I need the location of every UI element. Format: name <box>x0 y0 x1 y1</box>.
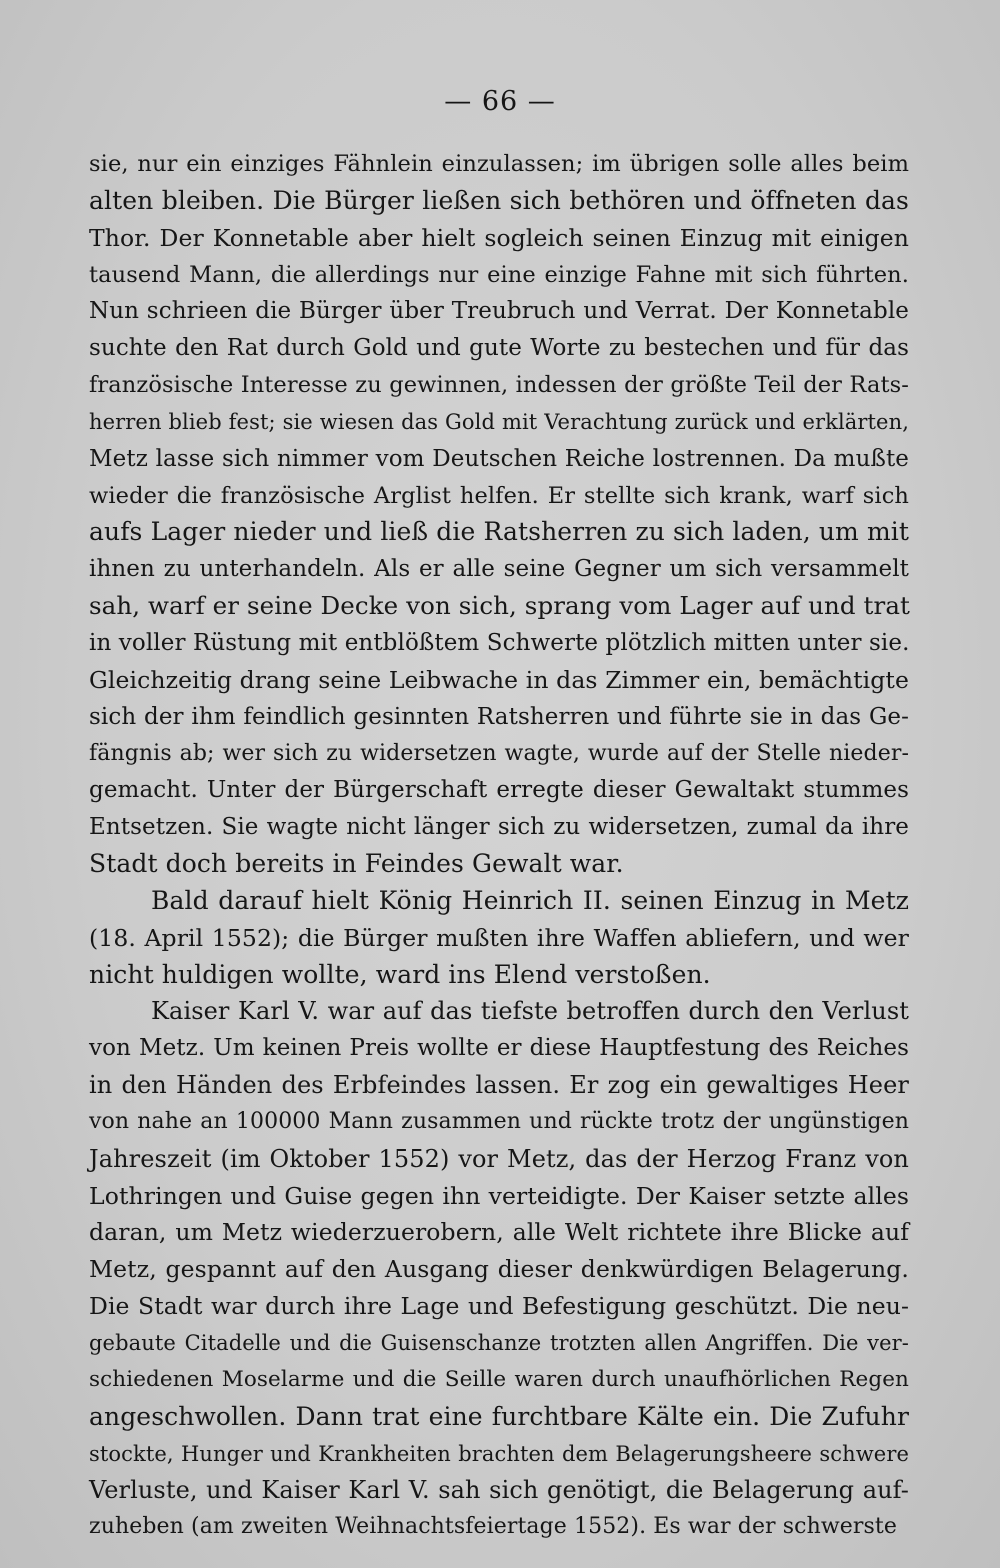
text-line: Thor. Der Konnetable aber hielt sogleich seinen Einzug mit einigen <box>89 223 909 252</box>
text-line: Lothringen und Guise gegen ihn verteidigte. Der Kaiser setzte alles <box>89 1181 909 1210</box>
text-line: schiedenen Moselarme und die Seille waren durch unaufhörlichen Regen <box>89 1366 909 1392</box>
text-line: in den Händen des Erbfeindes lassen. Er zog ein gewaltiges Heer <box>89 1071 909 1100</box>
text-line: sah, warf er seine Decke von sich, sprang vom Lager auf und trat <box>89 591 910 621</box>
text-line: wieder die französische Arglist helfen. Er stellte sich krank, warf sich <box>89 482 909 509</box>
text-line: fängnis ab; wer sich zu widersetzen wagte, wurde auf der Stelle nieder- <box>89 740 909 766</box>
text-line: Entsetzen. Sie wagte nicht länger sich zu widersetzen, zumal da ihre <box>89 814 909 841</box>
paragraph <box>89 993 909 1546</box>
paragraph <box>89 883 909 994</box>
text-line: ihnen zu unterhandeln. Als er alle seine Gegner um sich versammelt <box>89 556 909 583</box>
paragraph <box>89 146 909 883</box>
text-line: alten bleiben. Die Bürger ließen sich bethören und öffneten das <box>89 185 909 215</box>
text-line: Jahreszeit (im Oktober 1552) vor Metz, das der Herzog Franz von <box>89 1144 909 1173</box>
text-line: von nahe an 100000 Mann zusammen und rückte trotz der ungünstigen <box>89 1108 909 1134</box>
text-line: stockte, Hunger und Krankheiten brachten dem Belagerungsheere schwere <box>89 1441 909 1466</box>
text-line: (18. April 1552); die Bürger mußten ihre Waffen abliefern, und wer <box>89 923 909 952</box>
text-line: Metz lasse sich nimmer vom Deutschen Reiche lostrennen. Da mußte <box>89 445 909 472</box>
text-line: von Metz. Um keinen Preis wollte er diese Hauptfestung des Reiches <box>89 1035 909 1062</box>
text-line: Nun schrieen die Bürger über Treubruch und Verrat. Der Konnetable <box>89 298 909 325</box>
text-line: tausend Mann, die allerdings nur eine einzige Fahne mit sich führten. <box>89 261 909 288</box>
text-line: Bald darauf hielt König Heinrich II. seinen Einzug in Metz <box>151 885 909 915</box>
text-line: Gleichzeitig drang seine Leibwache in das Zimmer ein, bemächtigte <box>89 665 909 694</box>
page-number: — 66 — <box>444 86 556 117</box>
text-line: sich der ihm feindlich gesinnten Ratsherren und führte sie in das Ge- <box>89 703 909 730</box>
text-line: Die Stadt war durch ihre Lage und Befestigung geschützt. Die neu- <box>89 1292 909 1321</box>
body-text <box>89 146 909 1546</box>
text-line: Kaiser Karl V. war auf das tiefste betroffen durch den Verlust <box>151 997 909 1026</box>
text-line: Stadt doch bereits in Feindes Gewalt war. <box>89 849 624 879</box>
text-line: zuheben (am zweiten Weihnachtsfeiertage 1552). Es war der schwerste <box>89 1514 897 1540</box>
text-line: sie, nur ein einziges Fähnlein einzulassen; im übrigen solle alles beim <box>89 151 909 177</box>
text-line: Metz, gespannt auf den Ausgang dieser denkwürdigen Belagerung. <box>89 1255 909 1284</box>
text-line: angeschwollen. Dann trat eine furchtbare Kälte ein. Die Zufuhr <box>89 1401 909 1431</box>
text-line: herren blieb fest; sie wiesen das Gold mit Verachtung zurück und erklärten, <box>89 409 909 434</box>
text-line: suchte den Rat durch Gold und gute Worte zu bestechen und für das <box>89 335 909 362</box>
text-line: französische Interesse zu gewinnen, indessen der größte Teil der Rats- <box>89 372 909 399</box>
text-line: aufs Lager nieder und ließ die Ratsherren zu sich laden, um mit <box>89 517 909 547</box>
text-line: daran, um Metz wiederzuerobern, alle Welt richtete ihre Blicke auf <box>89 1218 909 1247</box>
text-line: nicht huldigen wollte, ward ins Elend verstoßen. <box>89 959 711 989</box>
text-line: gemacht. Unter der Bürgerschaft erregte dieser Gewaltakt stummes <box>89 777 909 804</box>
text-line: gebaute Citadelle und die Guisenschanze trotzten allen Angriffen. Die ver- <box>89 1331 909 1355</box>
text-line: in voller Rüstung mit entblößtem Schwerte plötzlich mitten unter sie. <box>89 629 910 656</box>
text-line: Verluste, und Kaiser Karl V. sah sich genötigt, die Belagerung auf- <box>89 1476 909 1505</box>
